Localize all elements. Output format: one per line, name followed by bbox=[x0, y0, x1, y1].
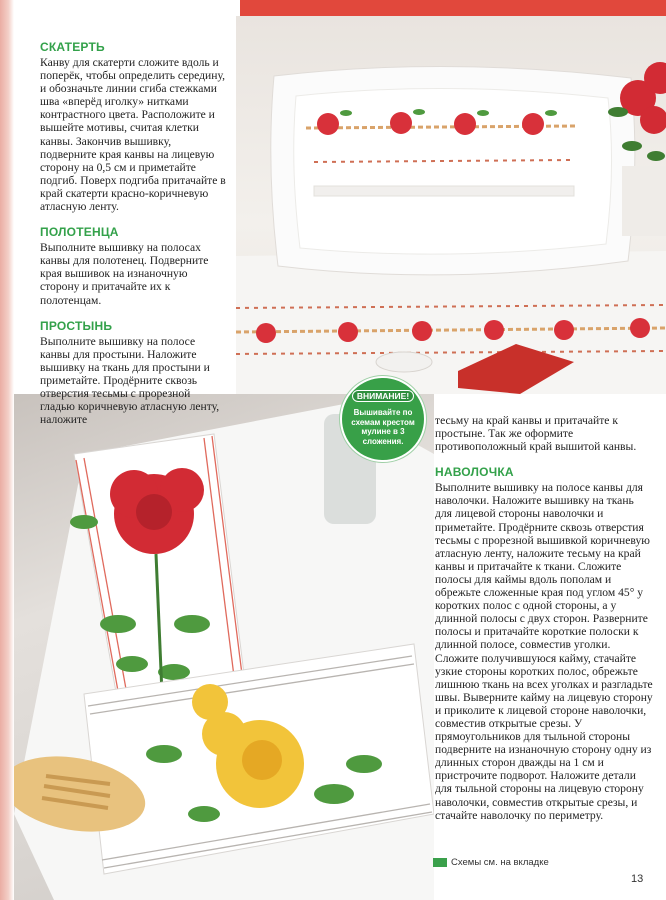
top-color-bar bbox=[240, 0, 666, 16]
badge-text: Вышивайте по схемам крестом мулине в 3 сложения. bbox=[351, 408, 415, 446]
right-article-column bbox=[435, 414, 653, 834]
heading-towels: ПОЛОТЕНЦА bbox=[40, 225, 119, 240]
badge-title: ВНИМАНИЕ! bbox=[352, 390, 414, 402]
text-tablecloth: Канву для скатерти сложите вдоль и поперёк, чтобы определить середину, и обозначьте линии сгиба стежками шва «вперёд иголку» нитками контрастного цвета. Расположите и вышейте мотивы, считая клетки канвы. Закончив вышивку, подверните края канвы на лицевую сторону на 0,5 см и приметайте подгиб. Поверх подгиба притачайте в край скатерти красно-коричневую атласную ленту. bbox=[40, 56, 226, 214]
heading-sheet: ПРОСТЫНЬ bbox=[40, 318, 113, 333]
left-article-column bbox=[40, 40, 228, 438]
attention-badge bbox=[340, 376, 426, 462]
photo-towels bbox=[14, 394, 434, 900]
page-edge-decoration bbox=[0, 0, 14, 900]
text-pillowcase: Выполните вышивку на полосе канвы для наволочки. Наложите вышивку на ткань для лицевой стороны наволочки и приметайте. Продёрните сквозь отверстия тесьмы с прорезной вышивкой коричневую атласную ленту, наложите тесьму на край канвы и притачайте к ткани. Сложите полосы для каймы вдоль пополам и обрежьте сложенные края под углом 45° у коротких полос с одной стороны, а у длинной полосы с двух сторон. Разверните полосы и притачайте короткие полоски к длинной полосе, совместив уголки. Сложите получившуюся кайму, стачайте узкие стороны коротких полос, обрежьте лишнюю ткань на всех уголках и разгладьте швы. Выверните кайму на лицевую сторону и приколите к лицевой стороне наволочки, совместив открытые срезы. У прямоугольников для тыльной стороны подверните на изнаночную сторону одну из длинных сторон дважды на 1 см и пристрочите подворот. Наложите детали для тыльной стороны на лицевую сторону наволочки, совместив открытые срезы, и стачайте наволочку по периметру. bbox=[435, 481, 653, 822]
pillow-sheet-illustration bbox=[236, 16, 666, 394]
heading-pillowcase: НАВОЛОЧКА bbox=[435, 465, 514, 480]
text-sheet: Выполните вышивку на полосе канвы для простыни. Наложите вышивку на ткань для простыни и приметайте. Продёрните сквозь отверстия тесьмы с прорезной гладью коричневую атласную ленту, наложите bbox=[40, 334, 220, 427]
photo-pillow-and-sheet bbox=[236, 16, 666, 394]
page-number: 13 bbox=[631, 873, 644, 885]
scheme-note-text: Схемы см. на вкладке bbox=[451, 857, 549, 868]
text-sheet-continued: тесьму на край канвы и притачайте к простыне. Так же оформите противоположный край вышитой канвы. bbox=[435, 414, 637, 454]
text-towels: Выполните вышивку на полосах канвы для полотенец. Подверните края вышивок на изнаночную сторону и притачайте их к полотенцам. bbox=[40, 241, 209, 307]
scheme-note bbox=[433, 857, 549, 868]
heading-tablecloth: СКАТЕРТЬ bbox=[40, 40, 105, 54]
green-square-icon bbox=[433, 858, 447, 867]
towels-illustration bbox=[14, 394, 434, 900]
